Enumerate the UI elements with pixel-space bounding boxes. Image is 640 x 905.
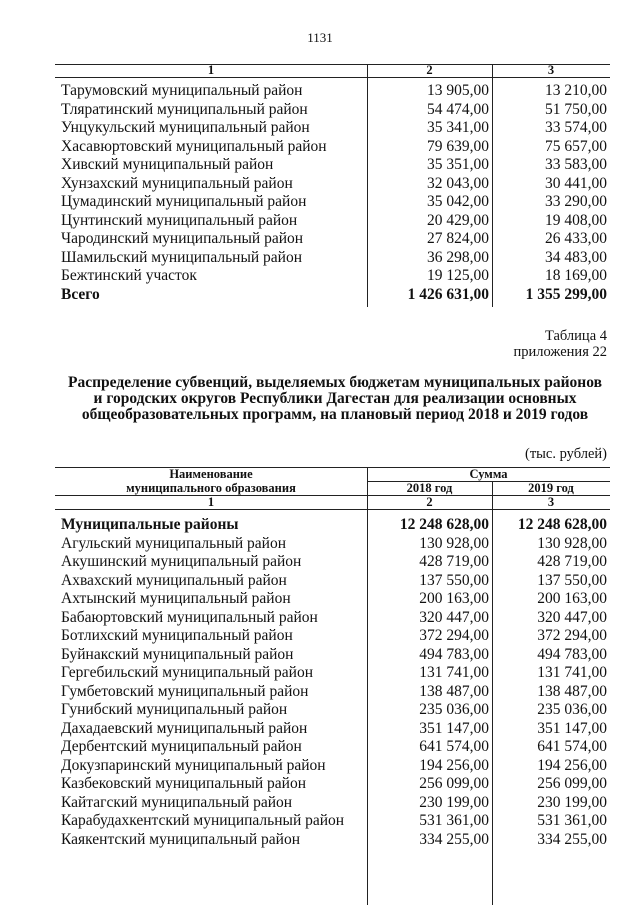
header-sum: Сумма [469, 467, 508, 481]
row-value-2018: 51 750,00 [545, 100, 607, 118]
row-name: Казбековский муниципальный район [61, 775, 306, 792]
table-row [0, 119, 640, 138]
group-value-2018: 12 248 628,00 [399, 516, 489, 533]
row-value-2019: 256 099,00 [537, 775, 607, 792]
table-bottom-number-divider [55, 509, 610, 510]
row-name: Шамильский муниципальный район [61, 248, 302, 266]
row-value-2019: 194 256,00 [537, 756, 607, 774]
col-number-1: 1 [207, 495, 215, 509]
document-title [40, 375, 630, 423]
row-name: Чародинский муниципальный район [61, 230, 304, 247]
table-row [0, 646, 640, 665]
table-top-col-header-3: 3 [547, 63, 555, 77]
table-row [0, 609, 640, 628]
row-value-2018: 531 361,00 [419, 812, 489, 829]
row-value-2018: 34 483,00 [545, 248, 607, 266]
row-value-2018: 18 169,00 [545, 267, 607, 284]
row-value-2019: 428 719,00 [537, 553, 607, 570]
table-row [0, 757, 640, 776]
table-row [0, 794, 640, 813]
table-row [0, 775, 640, 794]
table-top-col-header-1: 1 [207, 63, 215, 77]
table-row [0, 738, 640, 757]
row-value-2019: 494 783,00 [537, 645, 607, 663]
row-name: Буйнакский муниципальный район [61, 645, 294, 663]
row-value-2018: 75 657,00 [545, 137, 607, 155]
row-name: Бежтинский участок [61, 267, 197, 284]
row-value-2018: 194 256,00 [419, 756, 489, 774]
row-value-2017: 35 042,00 [427, 193, 489, 210]
row-value-2019: 200 163,00 [537, 590, 607, 607]
row-value-2018: 235 036,00 [419, 701, 489, 718]
col-number-2: 2 [426, 495, 433, 509]
table-row [0, 572, 640, 591]
row-name: Карабудахкентский муниципальный район [61, 812, 345, 829]
row-value-2018: 33 574,00 [545, 119, 607, 136]
table-row [0, 535, 640, 554]
table-row [0, 590, 640, 609]
row-name: Акушинский муниципальный район [61, 553, 302, 570]
row-name: Каякентский муниципальный район [61, 830, 301, 848]
row-name: Ахвахский муниципальный район [61, 571, 287, 589]
row-value-2019: 230 199,00 [537, 793, 607, 811]
table-row [0, 138, 640, 157]
row-name: Ботлихский муниципальный район [61, 627, 293, 644]
row-name: Тарумовский муниципальный район [61, 82, 303, 99]
row-value-2018: 13 210,00 [545, 82, 607, 99]
header-year-2019: 2019 год [528, 481, 574, 495]
row-value-2018: 200 163,00 [419, 590, 489, 607]
row-value-2019: 131 741,00 [537, 664, 607, 681]
table-row [0, 831, 640, 850]
row-value-2019: 372 294,00 [537, 627, 607, 644]
row-value-2018: 131 741,00 [419, 664, 489, 681]
row-name: Агульский муниципальный район [61, 534, 286, 552]
row-value-2018: 256 099,00 [419, 775, 489, 792]
total-value-2017: 1 426 631,00 [407, 285, 489, 303]
row-value-2018: 334 255,00 [419, 830, 489, 848]
group-value-2019: 12 248 628,00 [517, 516, 607, 533]
table-row [0, 664, 640, 683]
table-row [0, 812, 640, 831]
table-row [0, 212, 640, 231]
row-name: Тляратинский муниципальный район [61, 100, 308, 118]
table-row [0, 82, 640, 101]
group-name: Муниципальные районы [61, 516, 239, 533]
table-label-line1: Таблица 4 [544, 328, 607, 344]
row-name: Гергебильский муниципальный район [61, 664, 314, 681]
row-value-2018: 494 783,00 [419, 645, 489, 663]
row-value-2017: 32 043,00 [427, 174, 489, 192]
row-value-2018: 138 487,00 [419, 682, 489, 700]
table-row [0, 553, 640, 572]
header-year-2018: 2018 год [406, 481, 453, 495]
row-name: Дахадаевский муниципальный район [61, 719, 308, 737]
table-row [0, 230, 640, 249]
table-row [0, 156, 640, 175]
row-value-2018: 137 550,00 [419, 571, 489, 589]
table-label-line2: приложения 22 [513, 344, 607, 360]
row-value-2018: 641 574,00 [419, 738, 489, 755]
title-line-1: Распределение субвенций, выделяемых бюджетам муниципальных районов [68, 374, 602, 391]
row-name: Бабаюртовский муниципальный район [61, 608, 318, 626]
row-value-2018: 351 147,00 [419, 719, 489, 737]
row-name: Дербентский муниципальный район [61, 738, 302, 755]
row-value-2019: 641 574,00 [537, 738, 607, 755]
table-row [0, 249, 640, 268]
row-value-2018: 19 408,00 [545, 211, 607, 229]
row-value-2017: 13 905,00 [427, 82, 489, 99]
row-name: Гунибский муниципальный район [61, 701, 288, 718]
row-value-2019: 138 487,00 [537, 682, 607, 700]
row-value-2018: 130 928,00 [419, 534, 489, 552]
row-name: Кайтагский муниципальный район [61, 793, 293, 811]
row-value-2017: 27 824,00 [427, 230, 489, 247]
row-value-2018: 30 441,00 [545, 174, 607, 192]
table-row [0, 175, 640, 194]
total-value-2018: 1 355 299,00 [525, 285, 607, 303]
row-name: Цумадинский муниципальный район [61, 193, 307, 210]
table-row [0, 267, 640, 286]
table-label [514, 328, 607, 360]
table-top-rows [0, 82, 640, 304]
row-name: Ахтынский муниципальный район [61, 590, 291, 607]
table-row [0, 627, 640, 646]
table-row [0, 193, 640, 212]
row-value-2019: 531 361,00 [537, 812, 607, 829]
row-value-2019: 235 036,00 [537, 701, 607, 718]
table-top-col-header-2: 2 [426, 63, 433, 77]
units-label: (тыс. рублей) [525, 446, 607, 462]
row-name: Гумбетовский муниципальный район [61, 682, 309, 700]
row-name: Докузпаринский муниципальный район [61, 756, 326, 774]
table-bottom-rows [0, 516, 640, 849]
row-value-2017: 35 341,00 [427, 119, 489, 136]
row-value-2018: 33 583,00 [545, 156, 607, 173]
row-value-2019: 320 447,00 [537, 608, 607, 626]
table-group-row [0, 516, 640, 535]
row-value-2018: 26 433,00 [545, 230, 607, 247]
row-value-2018: 428 719,00 [419, 553, 489, 570]
row-value-2018: 372 294,00 [419, 627, 489, 644]
row-value-2018: 33 290,00 [545, 193, 607, 210]
table-row [0, 720, 640, 739]
row-name: Унцукульский муниципальный район [61, 119, 310, 136]
header-name-line1: Наименование [169, 467, 253, 481]
row-name: Цунтинский муниципальный район [61, 211, 298, 229]
title-line-2: и городских округов Республики Дагестан для реализации основных [93, 390, 577, 407]
row-value-2019: 130 928,00 [537, 534, 607, 552]
row-name: Хасавюртовский муниципальный район [61, 137, 327, 155]
header-name-line2: муниципального образования [126, 481, 296, 495]
row-value-2017: 54 474,00 [427, 100, 489, 118]
row-value-2017: 36 298,00 [427, 248, 489, 266]
row-value-2019: 351 147,00 [537, 719, 607, 737]
table-total-row [0, 286, 640, 305]
row-value-2018: 320 447,00 [419, 608, 489, 626]
col-number-3: 3 [547, 495, 555, 509]
row-value-2018: 230 199,00 [419, 793, 489, 811]
page-number: 1131 [307, 30, 333, 45]
table-row [0, 101, 640, 120]
row-value-2017: 19 125,00 [427, 267, 489, 284]
row-value-2017: 35 351,00 [427, 156, 489, 173]
title-line-3: общеобразовательных программ, на плановый период 2018 и 2019 годов [81, 406, 589, 423]
total-label: Всего [61, 285, 100, 303]
row-value-2017: 79 639,00 [427, 137, 489, 155]
row-value-2019: 137 550,00 [537, 571, 607, 589]
row-value-2019: 334 255,00 [537, 830, 607, 848]
table-top-header-divider [55, 77, 610, 78]
row-name: Хивский муниципальный район [61, 156, 274, 173]
row-value-2017: 20 429,00 [427, 211, 489, 229]
table-row [0, 701, 640, 720]
row-name: Хунзахский муниципальный район [61, 174, 293, 192]
table-row [0, 683, 640, 702]
